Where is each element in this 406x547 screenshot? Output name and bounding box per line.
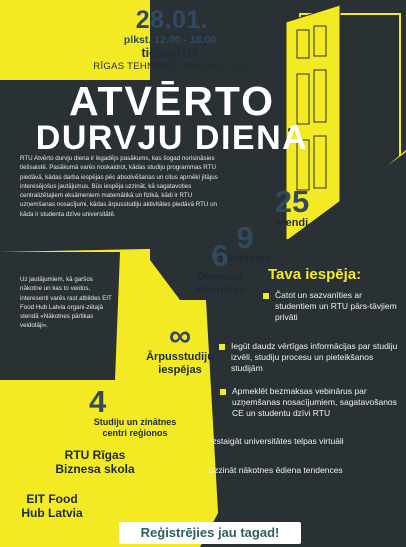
opportunity-item: Iegūt daudz vērtīgas informācijas par studiju izvēli, studiju procesu un pieteikšanos studijām — [231, 341, 401, 374]
riga-business-school: RTU Rīgas Biznesa skola — [55, 448, 135, 476]
stat-number: 6 — [211, 238, 229, 273]
stat-label: Studiju un zinātnes centri reģionos — [93, 417, 177, 438]
stat-number: ∞ — [168, 318, 192, 353]
opportunity-item: Čatot un sazvanīties ar studentiem un RTU pārs-tāvjiem privāti — [275, 290, 400, 323]
eit-note: Uz jautājumiem, kā garšos nākotne un kas to veidos, interesenti varēs rast atbildes EIT Food Hub Latvia organi-zētajā stendā «Nākotnes pārtikas veidotāji». — [20, 276, 112, 330]
opportunity-item: Uzzināt nākotnes ēdiena tendences — [208, 465, 398, 476]
stat-number: 25 — [274, 184, 310, 219]
university-name: RĪGAS TEHNISKĀ UNIVERSITĀTE — [93, 61, 253, 72]
register-button[interactable]: Reģistrējies jau tagad! — [119, 522, 301, 544]
title-line-2: DURVJU DIENA — [35, 119, 309, 157]
stat-number: 4 — [89, 384, 107, 419]
stat-label: Dienesta viesnīcas — [195, 271, 245, 296]
stat-regional-centres — [75, 386, 195, 439]
opportunities-heading: Tava iespēja: — [268, 266, 362, 283]
title-line-1: ATVĒRTO — [68, 78, 276, 124]
stat-label: stendi — [275, 217, 309, 229]
event-time: plkst. 12.00 - 18.00 — [123, 34, 217, 46]
event-description: RTU Atvērto durvju diena ir ikgadējs pasākums, kas šogad norisināsies tiešsaistē. Pasākumā varēs noskaidrot, kādas studiju programmas RTU piedāvā, kādas darba iespējas pēc absolvēšanas un citus aprnēkl jītājus interesējošus jautājumus. Būs iespēja uzzināt, kā sagatavoties centralizētajiem eksāmeniem matemātikā un fizikā, kādi ir RTU uzņemšanas nosacījumi, kādas ārpusstudiju aktivitātes piedāvā RTU un kāda ir studenta dzīve universitātē. — [20, 155, 218, 218]
stat-label: Ārpusstudiju iespējas — [146, 351, 214, 376]
event-date: 28.01. — [135, 6, 209, 34]
eit-food-hub: EIT Food Hub Latvia — [21, 492, 83, 520]
event-format: tiešsaistē — [141, 46, 199, 60]
opportunity-item: Apmeklēt bezmaksas vebinārus par uzņemšanas nosacījumiem, sagatavošanos CE un studentu dzīvi RTU — [232, 386, 402, 419]
opportunity-item: Izstaigāt universitātes telpas virtuāli — [210, 436, 400, 447]
stat-dormitories — [180, 240, 260, 297]
stat-label: fakultātes — [219, 253, 271, 265]
stat-number: 9 — [236, 220, 254, 255]
